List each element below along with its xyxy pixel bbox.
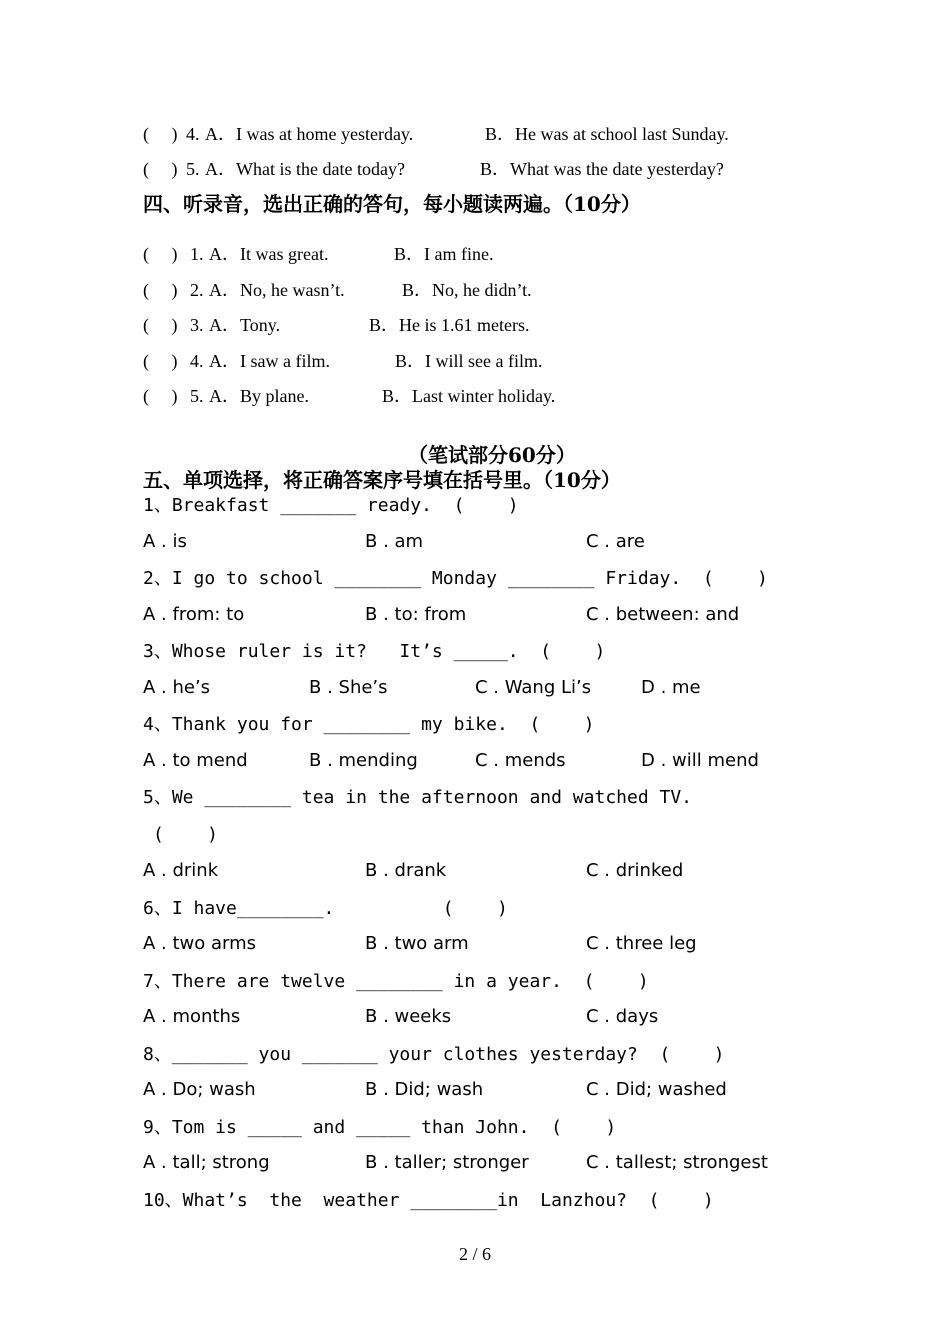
option-b: B．I will see a film.	[395, 351, 543, 371]
option-a[interactable]: A . he’s	[143, 677, 211, 698]
answer-paren[interactable]: ( )	[143, 124, 178, 144]
option-b: B．Last winter holiday.	[382, 386, 556, 406]
option-b[interactable]: B . Did; wash	[365, 1079, 484, 1100]
question-5: 5、We ________ tea in the afternoon and watched TV.	[143, 787, 693, 808]
option-c[interactable]: C . Wang Li’s	[475, 677, 592, 698]
item-number: 3.	[190, 315, 204, 335]
option-c[interactable]: C . mends	[475, 750, 566, 771]
item-number: 5.	[186, 159, 200, 179]
option-a: A．No, he wasn’t.	[209, 280, 345, 300]
written-part-heading: （笔试部分60分）	[408, 443, 576, 467]
option-a: A．What is the date today?	[205, 159, 405, 179]
option-b: B．No, he didn’t.	[402, 280, 532, 300]
question-10: 10、What’s the weather ________in Lanzhou? ( )	[143, 1190, 714, 1211]
option-a[interactable]: A . drink	[143, 860, 219, 881]
option-d[interactable]: D . will mend	[641, 750, 759, 771]
answer-paren[interactable]: ( )	[143, 244, 178, 264]
question-5-answer-paren[interactable]: ( )	[153, 824, 219, 845]
option-b[interactable]: B . drank	[365, 860, 447, 881]
option-b[interactable]: B . mending	[309, 750, 418, 771]
option-a[interactable]: A . two arms	[143, 933, 257, 954]
option-a: A．By plane.	[209, 386, 309, 406]
option-b: B．He is 1.61 meters.	[369, 315, 530, 335]
option-a: A．I was at home yesterday.	[205, 124, 414, 144]
option-b: B．He was at school last Sunday.	[485, 124, 729, 144]
option-c[interactable]: C . drinked	[586, 860, 684, 881]
question-4: 4、Thank you for ________ my bike. ( )	[143, 714, 595, 735]
question-3: 3、Whose ruler is it? It’s _____. ( )	[143, 641, 606, 662]
page-number: 2 / 6	[458, 1244, 491, 1264]
section-4-title: 四、听录音，选出正确的答句，每小题读两遍。（10分）	[143, 192, 641, 216]
item-number: 2.	[190, 280, 204, 300]
option-a: A．I saw a film.	[209, 351, 330, 371]
option-b: B．I am fine.	[394, 244, 494, 264]
question-1: 1、Breakfast _______ ready. ( )	[143, 495, 519, 516]
option-c[interactable]: C . are	[586, 531, 645, 552]
option-b[interactable]: B . two arm	[365, 933, 469, 954]
option-a[interactable]: A . months	[143, 1006, 241, 1027]
option-d[interactable]: D . me	[641, 677, 701, 698]
question-6: 6、I have________. ( )	[143, 898, 508, 919]
option-c[interactable]: C . Did; washed	[586, 1079, 727, 1100]
option-c[interactable]: C . tallest; strongest	[586, 1152, 768, 1173]
option-a[interactable]: A . is	[143, 531, 187, 552]
answer-paren[interactable]: ( )	[143, 280, 178, 300]
option-c[interactable]: C . three leg	[586, 933, 697, 954]
option-b[interactable]: B . weeks	[365, 1006, 452, 1027]
option-a: A．Tony.	[209, 315, 281, 335]
option-a[interactable]: A . Do; wash	[143, 1079, 256, 1100]
question-8: 8、_______ you _______ your clothes yesterday? ( )	[143, 1044, 725, 1065]
item-number: 5.	[190, 386, 204, 406]
option-b[interactable]: B . taller; stronger	[365, 1152, 529, 1173]
option-b[interactable]: B . She’s	[309, 677, 388, 698]
option-b[interactable]: B . am	[365, 531, 424, 552]
answer-paren[interactable]: ( )	[143, 159, 178, 179]
answer-paren[interactable]: ( )	[143, 386, 178, 406]
option-a[interactable]: A . from: to	[143, 604, 245, 625]
answer-paren[interactable]: ( )	[143, 315, 178, 335]
question-9: 9、Tom is _____ and _____ than John. ( )	[143, 1117, 617, 1138]
item-number: 1.	[190, 244, 204, 264]
question-2: 2、I go to school ________ Monday ________ Friday. ( )	[143, 568, 768, 589]
option-b[interactable]: B . to: from	[365, 604, 467, 625]
section-5-title: 五、单项选择，将正确答案序号填在括号里。（10分）	[143, 468, 621, 492]
option-c[interactable]: C . days	[586, 1006, 659, 1027]
item-number: 4.	[190, 351, 204, 371]
option-a[interactable]: A . to mend	[143, 750, 248, 771]
question-7: 7、There are twelve ________ in a year. ( )	[143, 971, 649, 992]
option-b: B．What was the date yesterday?	[480, 159, 724, 179]
option-c[interactable]: C . between: and	[586, 604, 740, 625]
item-number: 4.	[186, 124, 200, 144]
answer-paren[interactable]: ( )	[143, 351, 178, 371]
option-a[interactable]: A . tall; strong	[143, 1152, 270, 1173]
option-a: A．It was great.	[209, 244, 329, 264]
